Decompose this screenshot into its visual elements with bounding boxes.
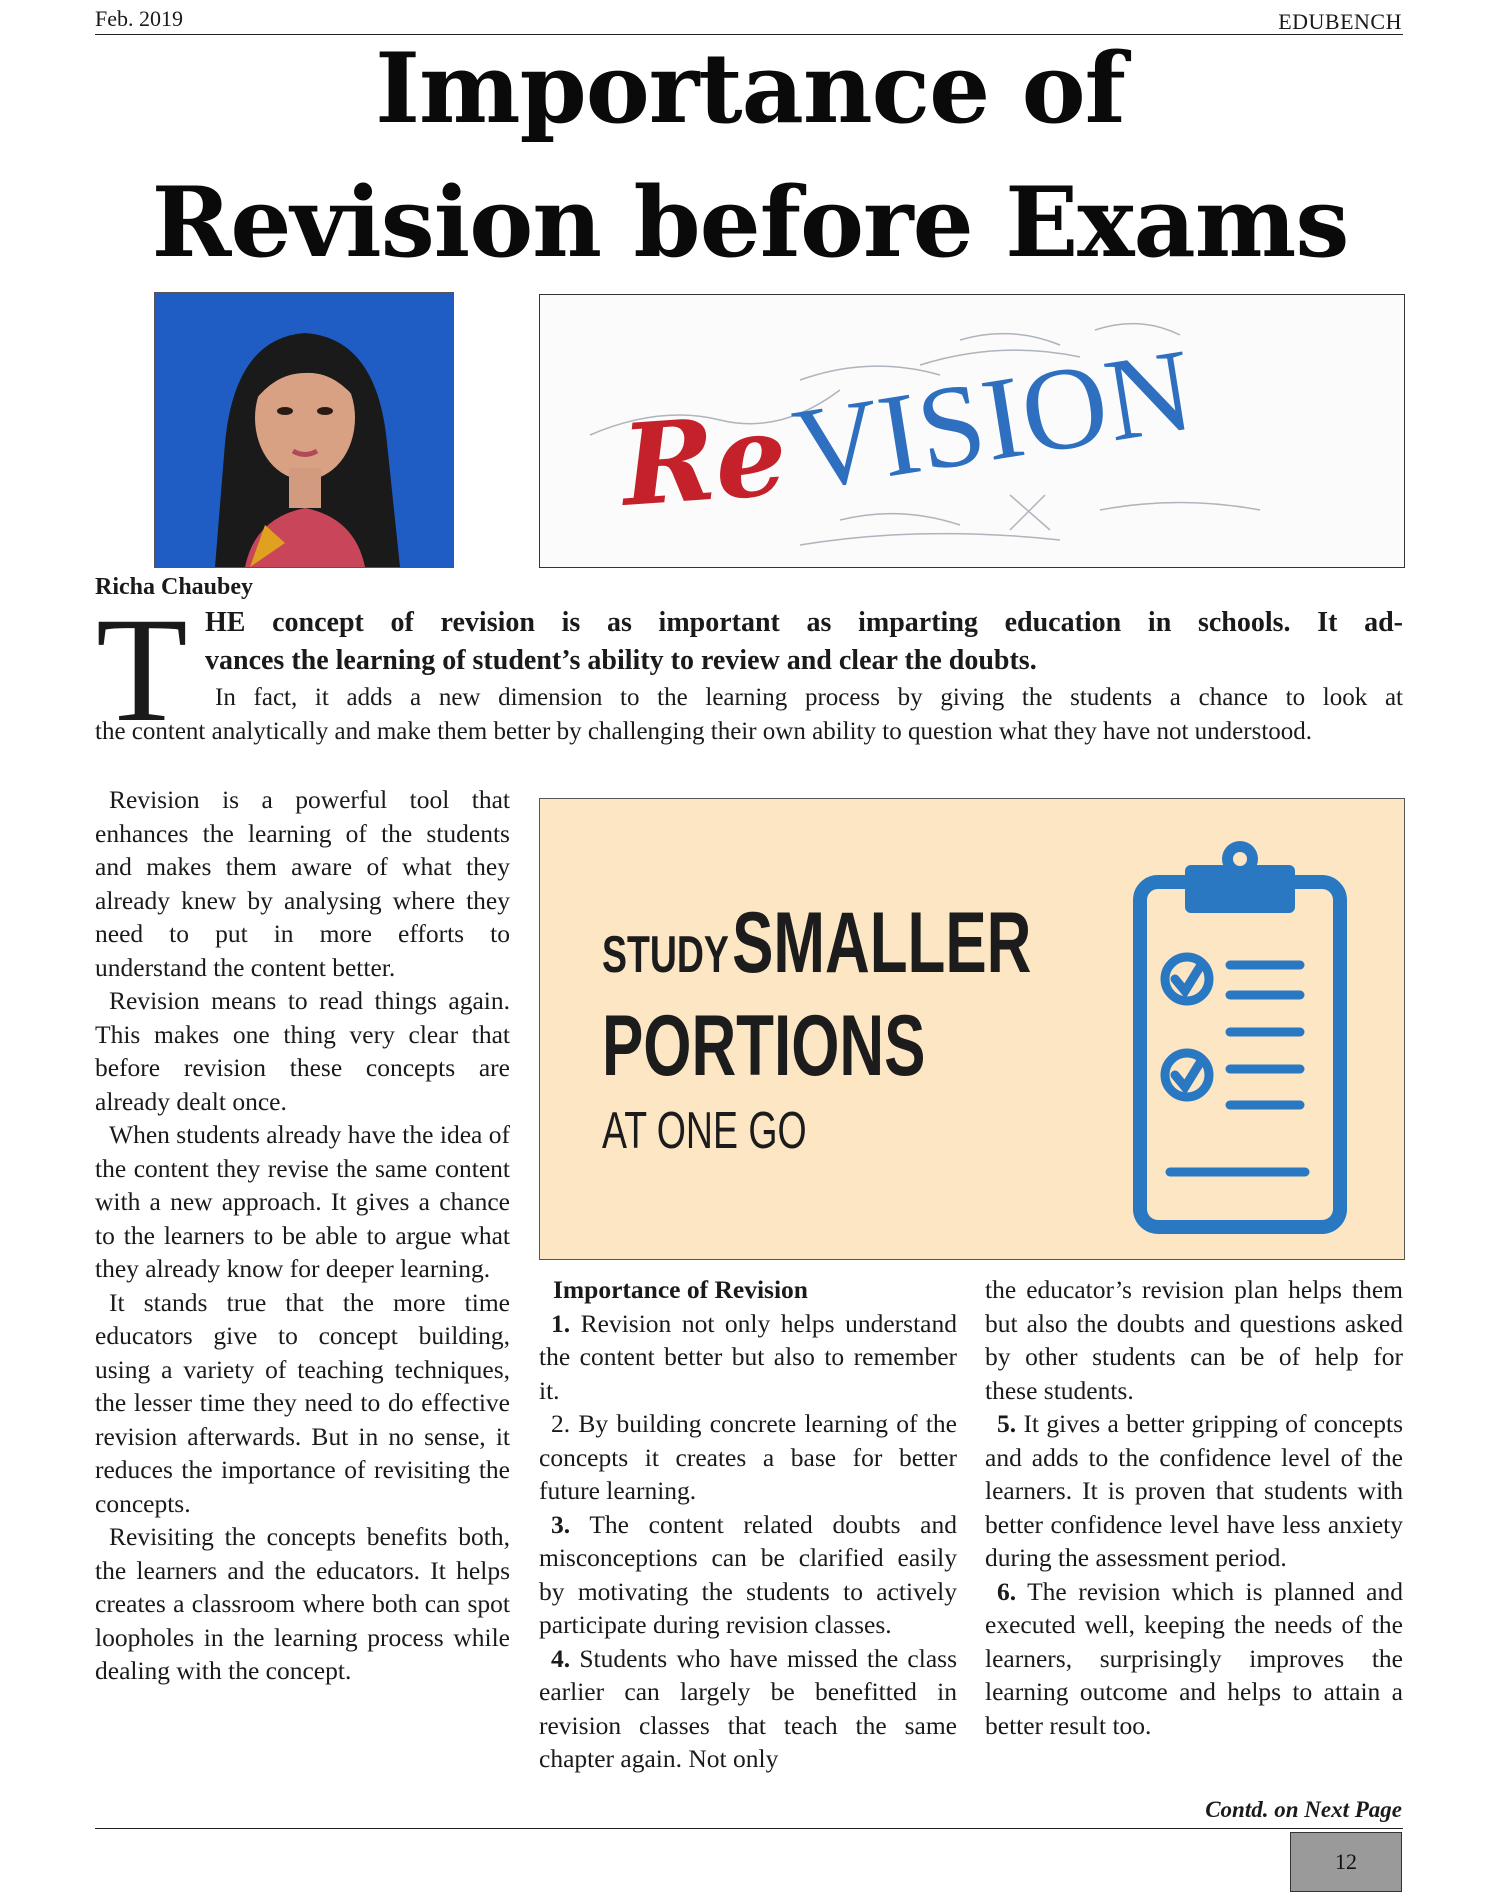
paragraph: It stands true that the more time educators give to concept building, using a variety of teaching techniques, the lesser time they need to do effective revision afterwards. But in no sense, it reduces the importance of revisiting the concepts. (95, 1287, 510, 1518)
middle-column (539, 1273, 957, 1776)
study-graphic-line-1 (602, 894, 1031, 993)
paragraph: When students already have the idea of the content they revise the same content with a new approach. It gives a chance to the learners to be able to argue what they already know for deeper learning. (95, 1120, 510, 1283)
left-column (95, 783, 510, 1688)
intro-line-1: In fact, it adds a new dimension to the learning process by giving the students a chance to look at (215, 684, 1403, 711)
paragraph: Revision is a powerful tool that enhances the learning of the students and makes them aware of what they already knew by analysing where they need to put in more efforts to understand the content better. (95, 785, 510, 982)
point-5 (985, 1407, 1403, 1575)
point-number: 1. (551, 1308, 571, 1338)
article-title-line-2: Revision before Exams (151, 166, 1349, 279)
page-number: 12 (1290, 1832, 1402, 1892)
footer-divider (95, 1828, 1403, 1829)
paragraph: Revision means to read things again. This makes one thing very clear that before revision these concepts are already dealt once. (95, 986, 510, 1116)
point-text: The content related doubts and misconceptions can be clarified easily by motivating the students to actively participate during revision classes. (539, 1509, 957, 1639)
point-1 (539, 1307, 957, 1408)
point-text: It gives a better gripping of concepts and adds to the confidence level of the learners. It is proven that students with better confidence level have less anxiety during the assessment period. (985, 1409, 1403, 1572)
point-text: The revision which is planned and executed well, keeping the needs of the learners, surprisingly improves the learning outcome and helps to attain a better result too. (985, 1576, 1403, 1740)
point-text: Revision not only helps understand the content better but also to remember it. (539, 1308, 957, 1405)
paragraph: Revisiting the concepts benefits both, the learners and the educators. It helps creates a classroom where both can spot loopholes in the learning process while dealing with the concept. (95, 1522, 510, 1685)
clipboard-checklist-icon (1125, 837, 1355, 1237)
intro-continued: the content analytically and make them better by challenging their own ability to question what they have not understood. (95, 718, 1313, 745)
svg-text:VISION: VISION (785, 323, 1202, 516)
author-name: Richa Chaubey (95, 574, 254, 600)
point-6 (985, 1575, 1403, 1743)
right-column (985, 1273, 1403, 1742)
point-4-continued: the educator’s revision plan helps them but also the doubts and questions asked by other students can be of help for these students. (985, 1275, 1403, 1405)
revision-graphic (539, 294, 1405, 568)
smaller-word: SMALLER (732, 895, 1032, 991)
author-photo (154, 292, 454, 568)
point-text: Students who have missed the class earlier can largely be benefitted in revision classes that teach the same chapter again. Not only (539, 1643, 957, 1773)
point-2: 2. By building concrete learning of the concepts it creates a base for better future learning. (539, 1409, 957, 1505)
section-heading: Importance of Revision (553, 1275, 808, 1304)
study-graphic-line-2: PORTIONS (602, 998, 926, 1094)
svg-text:Re: Re (617, 389, 791, 532)
study-smaller-portions-graphic (539, 798, 1405, 1260)
point-number: 4. (551, 1643, 571, 1673)
lead-line-2: vances the learning of student’s ability to review and clear the doubts. (205, 645, 1037, 676)
issue-date: Feb. 2019 (95, 6, 183, 31)
point-3 (539, 1508, 957, 1642)
publication-name: EDUBENCH (1278, 9, 1402, 34)
point-number: 6. (997, 1576, 1017, 1606)
drop-cap: T (96, 587, 188, 753)
continued-note: Contd. on Next Page (1205, 1797, 1402, 1822)
point-number: 3. (551, 1509, 571, 1539)
point-number: 5. (997, 1409, 1017, 1438)
article-title-line-1: Importance of (375, 32, 1125, 145)
lead-line-1: HE concept of revision is as important as imparting education in schools. It ad- (205, 607, 1403, 638)
study-graphic-line-3: AT ONE GO (602, 1102, 807, 1160)
revision-word (615, 324, 1201, 532)
study-word: STUDY (602, 926, 729, 984)
point-4 (539, 1642, 957, 1776)
